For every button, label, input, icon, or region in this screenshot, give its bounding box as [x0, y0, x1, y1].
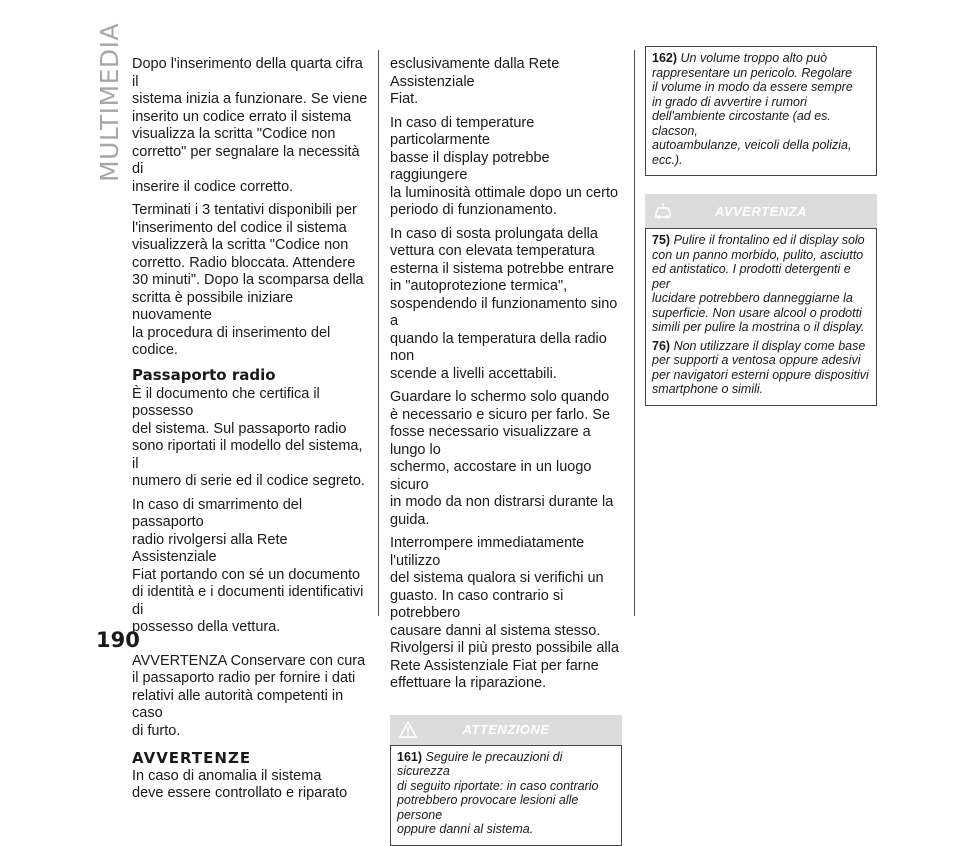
note-text: Seguire le precauzioni di sicurezza di seguito riportate: in caso contrario potrebbero provocare lesioni alle persone oppure danni al sistema. — [397, 749, 599, 836]
paragraph: AVVERTENZA Conservare con cura il passaporto radio per fornire i dati relativi alle autorità competenti in caso di furto. — [132, 652, 366, 739]
note-number: 162) — [652, 51, 678, 65]
warning-banner — [645, 194, 877, 228]
paragraph: Interrompere immediatamente l'utilizzo del sistema qualora si verifichi un guasto. In caso contrario si potrebbero causare danni al sistema stesso. Rivolgersi il più presto possibile alla Rete Assistenziale Fiat per farne effettuare la riparazione. — [390, 535, 619, 691]
section-heading: Passaporto radio — [132, 365, 276, 384]
column-divider — [634, 50, 635, 616]
paragraph: È il documento che certifica il possesso del sistema. Sul passaporto radio sono riportati il modello del sistema, il numero di serie ed il codice segreto. — [132, 385, 365, 489]
paragraph: Terminati i 3 tentativi disponibili per l'inserimento del codice il sistema visualizzerà la scritta "Codice non corretto. Radio bloccata. Attendere 30 minuti". Dopo la scomparsa della scritta è possibile iniziare nuovamente la procedura di inserimento del codice. — [132, 202, 364, 358]
car-warning-icon — [653, 201, 673, 221]
note-number: 76) — [652, 338, 671, 353]
section-tab — [80, 22, 124, 182]
warnings-heading: AVVERTENZE — [132, 749, 252, 767]
note-text: Pulire il frontalino ed il display solo con un panno morbido, pulito, asciutto ed antistatico. I prodotti detergenti e per lucidare potrebbero danneggiarne la superficie. Non usare alcool o prodotti simili per pulire la mostrina o il display. — [652, 233, 865, 334]
note — [652, 233, 870, 335]
note — [652, 339, 870, 397]
warning-triangle-icon — [398, 720, 418, 740]
column-middle — [390, 56, 622, 846]
column-right — [645, 46, 877, 406]
paragraph: In caso di temperature particolarmente basse il display potrebbe raggiungere la luminosità ottimale dopo un certo periodo di funzionamento. — [390, 114, 619, 218]
attention-box — [390, 715, 622, 846]
warning-box — [645, 194, 877, 406]
note-box — [390, 745, 622, 846]
note — [397, 750, 615, 837]
note-box — [645, 228, 877, 406]
page-number: 190 — [96, 628, 140, 652]
note-text: Non utilizzare il display come base per supporti a ventosa oppure adesivi per navigatori esterni oppure dispositivi smartphone o simili. — [652, 338, 869, 396]
paragraph: In caso di anomalia il sistema deve essere controllato e riparato — [132, 767, 348, 801]
note-number: 161) — [397, 749, 423, 764]
note — [652, 51, 870, 167]
paragraph: esclusivamente dalla Rete Assistenziale Fiat. — [390, 56, 560, 107]
paragraph: Guardare lo schermo solo quando è necessario e sicuro per farlo. Se fosse necessario visualizzare a lungo lo schermo, accostare in un luogo sicuro in modo da non distrarsi durante la guida. — [390, 389, 614, 528]
note-box — [645, 46, 877, 176]
note-text: Un volume troppo alto può rappresentare un pericolo. Regolare il volume in modo da essere sempre in grado di avvertire i rumori dell'ambiente circostante (ad es. clacson, autoambulanze, veicoli della polizia, ecc.). — [652, 51, 853, 167]
attention-title: ATTENZIONE — [462, 721, 550, 737]
column-left — [132, 56, 370, 809]
note-number: 75) — [652, 233, 671, 247]
warning-title: AVVERTENZA — [715, 203, 807, 219]
section-tab-label: MULTIMEDIA — [95, 22, 124, 182]
attention-banner — [390, 715, 622, 745]
paragraph: Dopo l'inserimento della quarta cifra il sistema inizia a funzionare. Se viene inserito un codice errato il sistema visualizza la scritta "Codice non corretto" per segnalare la necessità di inserire il codice corretto. — [132, 56, 368, 195]
column-divider — [378, 50, 379, 616]
paragraph: In caso di smarrimento del passaporto radio rivolgersi alla Rete Assistenziale Fiat portando con sé un documento di identità e i documenti identificativi di possesso della vettura. — [132, 496, 364, 635]
paragraph: In caso di sosta prolungata della vettura con elevata temperatura esterna il sistema potrebbe entrare in "autoprotezione termica", sospendendo il funzionamento sino a quando la temperatura della radio non scende a livelli accettabili. — [390, 225, 618, 382]
